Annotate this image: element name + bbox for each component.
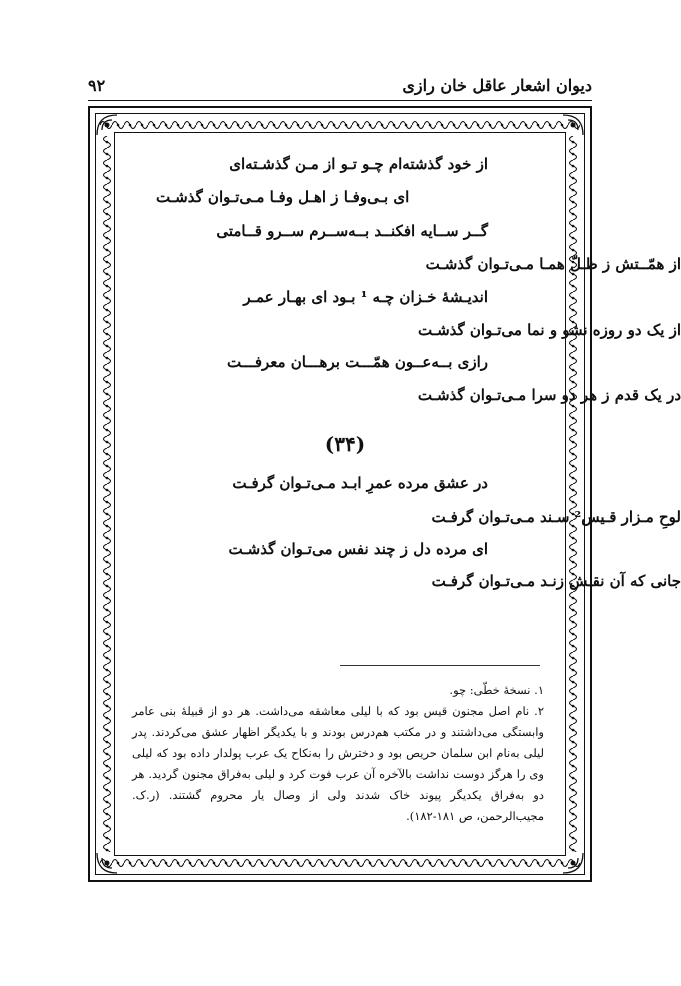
corner-ornament (94, 112, 120, 138)
verse-line: جانی که آن نقـش زنـد مـی‌تـوان گرفـت (431, 572, 681, 590)
poem-number-heading: (۳۴) (324, 432, 366, 456)
verse-line: رازی بــه‌عــون همّـــت برهـــان معرفـــت (226, 353, 488, 371)
footnote-1: ۱. نسخهٔ خطّی: چو. (449, 683, 544, 697)
page-header (88, 76, 592, 98)
bottom-border-ornament (100, 855, 580, 871)
footnote-separator (340, 665, 540, 666)
verse-line: در عشق مرده عمرِ ابـد مـی‌تـوان گرفـت (232, 474, 488, 492)
verse-line: ای مرده دل ز چند نفس می‌تـوان گذشـت (228, 540, 488, 558)
left-border-ornament (100, 136, 114, 852)
corner-ornament (560, 850, 586, 876)
page-number: ۹۲ (88, 76, 106, 95)
verse-line: از یک دو روزه نشو و نما می‌تـوان گذشـت (417, 321, 681, 339)
verse-line: در یک قدم ز هر دو سرا مـی‌تـوان گذشـت (417, 386, 681, 404)
footnotes (132, 680, 544, 827)
verse-line: لوحِ مـزار قـیس² سـند مـی‌تـوان گرفـت (431, 508, 681, 526)
verse-line: از خود گذشته‌ام چـو تـو از مـن گذشـته‌ای (229, 155, 488, 173)
book-title: دیوان اشعار عاقل خان رازی (402, 76, 592, 95)
corner-ornament (560, 112, 586, 138)
right-border-ornament (566, 136, 580, 852)
top-border-ornament (100, 117, 580, 133)
header-rule (88, 100, 592, 101)
footnote-2: ۲. نام اصل مجنون قیس بود که با لیلی معاشقه می‌داشت. هر دو از قبیلهٔ بنی عامر وابستگی می‌داشتند و در مکتب هم‌درس بودند و با یکدیگر اظهار عشق می‌کردند. پدر لیلی به‌نام ابن سلمان حریص بود و دخترش را به‌نکاح یک عرب پولدار داده بود که لیلی وی را هرگز دوست نداشت بالآخره آن عرب فوت کرد و لیلی به‌فراق مجنون گردید. هر دو به‌فراق یکدیگر پیوند خاک شدند ولی از وصال یار محروم گشتند. (ر.ک. مجیب‌الرحمن، ص ۱۸۱-۱۸۲). (132, 704, 544, 823)
verse-line: از همّــتش ز ظـلّ همـا مـی‌تـوان گذشـت (425, 255, 681, 273)
corner-ornament (94, 850, 120, 876)
verse-line: گــر ســایه افکنــد بــه‌ســرم ســرو قــامتی (216, 222, 488, 240)
verse-line: اندیـشهٔ خـزان چـه ¹ بـود ای بهـار عمـر (243, 288, 488, 306)
verse-line: ای بـی‌وفـا ز اهـل وفـا مـی‌تـوان گذشـت (156, 188, 410, 206)
